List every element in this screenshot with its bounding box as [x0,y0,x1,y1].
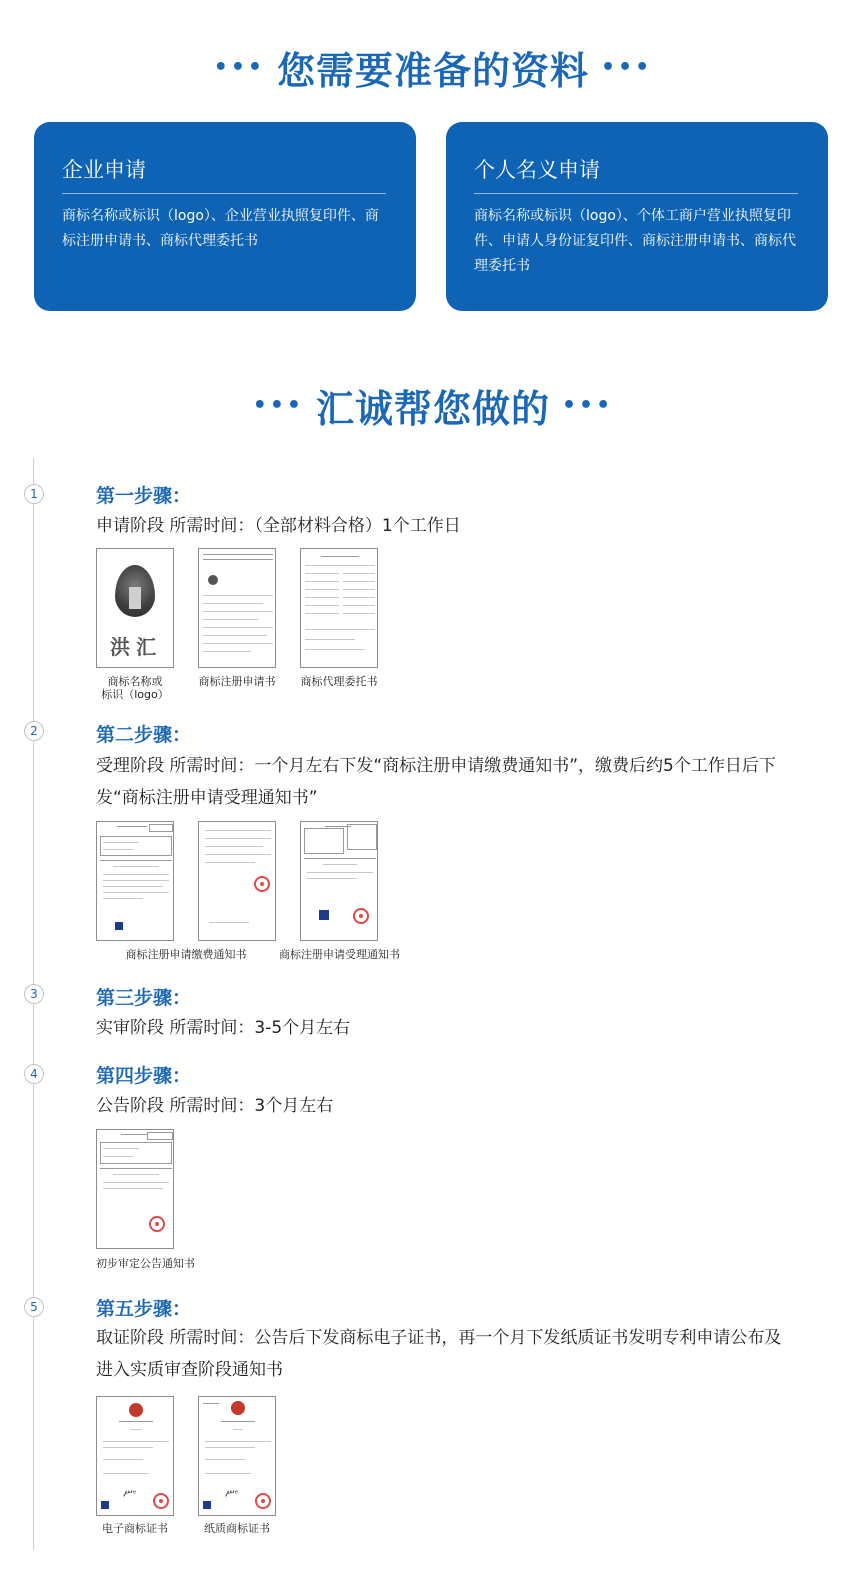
step-title: 第三步骤： [96,987,192,1009]
card-personal-application [446,122,828,311]
doc-caption: 初步审定公告通知书 [96,1257,195,1270]
step-number: 3 [24,984,44,1004]
card-title: 企业申请 [62,154,386,194]
section-title-text: 您需要准备的资料 [276,49,589,93]
section-title-materials [0,40,866,95]
doc-thumb-electronic-certificate [96,1396,174,1516]
card-text: 商标名称或标识（logo）、企业营业执照复印件、商标注册申请书、商标代理委托书 [62,208,379,249]
doc-thumb-logo [96,548,174,668]
doc-caption: 商标名称或 标识（logo） [101,675,169,701]
section-title-text: 汇诚帮您做的 [315,387,550,431]
step-description: 申请阶段 所需时间：（全部材料合格）1个工作日 [96,516,461,536]
doc-caption: 商标注册申请缴费通知书 [125,948,247,961]
step-description: 取证阶段 所需时间：公告后下发商标电子证书，再一个月下发纸质证书发明专利申请公布及进入实质审查阶段通知书 [96,1328,782,1380]
decor-dots-left: ••• [252,393,304,418]
step-number: 1 [24,484,44,504]
doc-thumb-application-form [198,548,276,668]
step-number: 4 [24,1064,44,1084]
step-description: 受理阶段 所需时间：一个月左右下发“商标注册申请缴费通知书”，缴费后约5个工作日后下发“商标注册申请受理通知书” [96,756,776,808]
signature-icon: ሥᵉ [123,1489,137,1500]
step-number: 5 [24,1297,44,1317]
doc-caption: 纸质商标证书 [204,1522,270,1535]
step-title: 第五步骤： [96,1298,192,1320]
doc-thumb-power-of-attorney [300,548,378,668]
decor-dots-left: ••• [213,55,265,80]
step-number: 2 [24,721,44,741]
card-title: 个人名义申请 [474,154,798,194]
card-text: 商标名称或标识（logo）、个体工商户营业执照复印件、申请人身份证复印件、商标注册申请书、商标代理委托书 [474,208,796,274]
decor-dots-right: ••• [601,55,653,80]
doc-caption: 商标代理委托书 [300,675,378,688]
signature-icon: ሥᵉ [225,1489,239,1500]
step-description: 实审阶段 所需时间：3-5个月左右 [96,1018,351,1038]
logo-text: 洪汇 [110,635,162,659]
doc-thumb-paper-certificate [198,1396,276,1516]
doc-thumb-acceptance-notice [300,821,378,941]
doc-thumb-fee-notice-page2 [198,821,276,941]
step-title: 第二步骤： [96,724,192,746]
step-title: 第一步骤： [96,485,192,507]
doc-thumb-fee-notice [96,821,174,941]
decor-dots-right: ••• [562,393,614,418]
section-title-services [0,378,866,433]
step-title: 第四步骤： [96,1065,192,1087]
timeline-line [33,458,34,1550]
step-description: 公告阶段 所需时间：3个月左右 [96,1096,334,1116]
logo-emblem-icon [115,565,155,617]
doc-caption: 商标注册申请受理通知书 [279,948,400,961]
doc-thumb-preliminary-approval [96,1129,174,1249]
card-enterprise-application [34,122,416,311]
doc-caption: 电子商标证书 [102,1522,168,1535]
doc-caption: 商标注册申请书 [198,675,276,688]
